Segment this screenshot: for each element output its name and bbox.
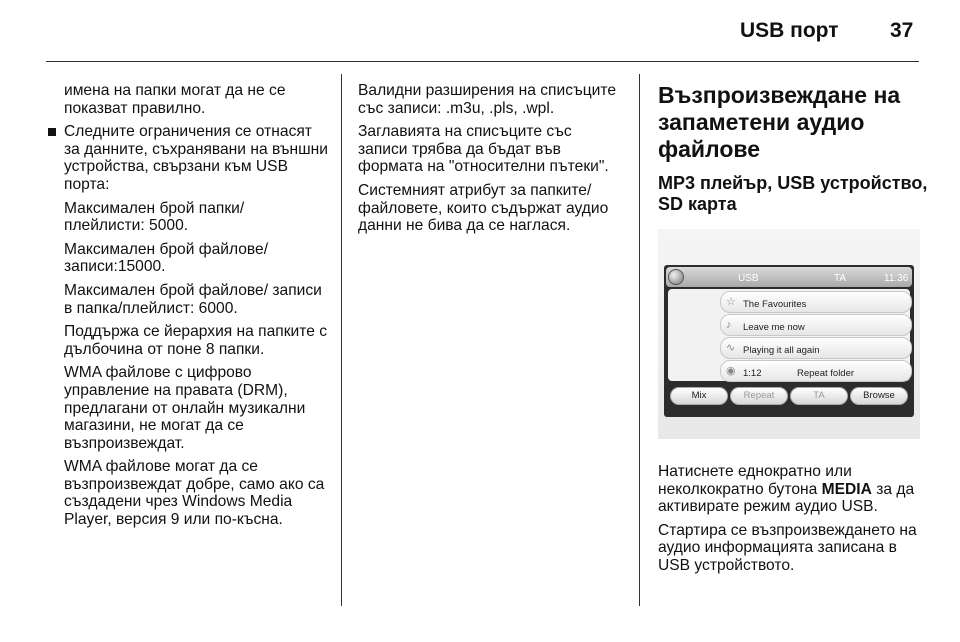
track-title: Playing it all again <box>743 345 820 356</box>
paragraph: WMA файлове с цифрово управление на правата (DRM), предлагани от онлайн музикални магазини, не могат да се възпроизвеждат. <box>64 364 306 452</box>
wave-icon: ∿ <box>726 342 736 354</box>
media-keyword: MEDIA <box>821 480 872 498</box>
cd-icon: ◉ <box>726 365 736 377</box>
display-time: 11:36 <box>884 273 909 284</box>
track-row <box>720 314 912 336</box>
column-divider-2 <box>639 74 640 606</box>
section-title: USB порт <box>740 19 839 42</box>
paragraph: Поддържа се йерархия на папките с дълбочина от поне 8 папки. <box>64 323 328 358</box>
display-source: USB <box>738 273 759 284</box>
section-heading: Възпроизвеждане на запаметени аудио файлове <box>658 82 901 162</box>
mix-button: Mix <box>670 387 728 405</box>
paragraph: WMA файлове могат да се възпроизвеждат добре, само ако са създадени чрез Windows Media Player, версия 9 или по-късна. <box>64 458 325 529</box>
ta-button: TA <box>790 387 848 405</box>
paragraph: Валидни разширения на списъците със записи: .m3u, .pls, .wpl. <box>358 82 617 117</box>
column-2 <box>358 82 623 241</box>
track-row <box>720 337 912 359</box>
display-ta: TA <box>834 273 847 284</box>
column-divider-1 <box>341 74 342 606</box>
bullet-item <box>64 123 329 193</box>
track-time: 1:12 <box>743 368 762 379</box>
paragraph: Заглавията на списъците със записи трябва да бъдат във формата на "относителни пътеки". <box>358 123 609 176</box>
repeat-status: Repeat folder <box>797 368 855 379</box>
sub-heading: MP3 плейър, USB устройство, SD карта <box>658 173 928 214</box>
display-buttons <box>668 385 910 409</box>
bullet-text: Следните ограничения се отнасят за данните, съхранявани на външни устройства, свързани към USB порта: <box>64 123 328 193</box>
bullet-icon <box>48 128 56 136</box>
globe-icon <box>668 269 684 285</box>
track-list <box>668 289 910 381</box>
media-display-figure <box>658 229 920 439</box>
paragraph: имена на папки могат да не се показват правилно. <box>64 82 286 117</box>
paragraph: Стартира се възпроизвеждането на аудио информацията записана в USB устройството. <box>658 521 917 574</box>
paragraph <box>658 463 928 516</box>
track-row <box>720 360 912 382</box>
column-3 <box>658 82 928 581</box>
track-title: The Favourites <box>743 299 807 310</box>
repeat-button: Repeat <box>730 387 788 405</box>
paragraph: Максимален брой папки/ плейлисти: 5000. <box>64 199 245 235</box>
star-icon: ☆ <box>726 296 736 308</box>
track-title: Leave me now <box>743 322 805 333</box>
paragraph: Максимален брой файлове/ записи в папка/плейлист: 6000. <box>64 281 322 317</box>
text-run: Натиснете еднократно или неколкократно бутона <box>658 463 852 498</box>
paragraph: Системният атрибут за папките/ файловете, които съдържат аудио данни не бива да се наглася. <box>358 181 609 235</box>
page-header <box>0 0 960 58</box>
display-top-bar <box>666 267 912 287</box>
header-rule <box>46 61 919 62</box>
music-note-icon: ♪ <box>726 319 732 331</box>
paragraph: Максимален брой файлове/ записи:15000. <box>64 240 269 276</box>
browse-button: Browse <box>850 387 908 405</box>
text-run: за да активирате режим аудио USB. <box>658 480 915 516</box>
column-1 <box>64 82 329 535</box>
track-row <box>720 291 912 313</box>
page-number: 37 <box>890 19 914 42</box>
